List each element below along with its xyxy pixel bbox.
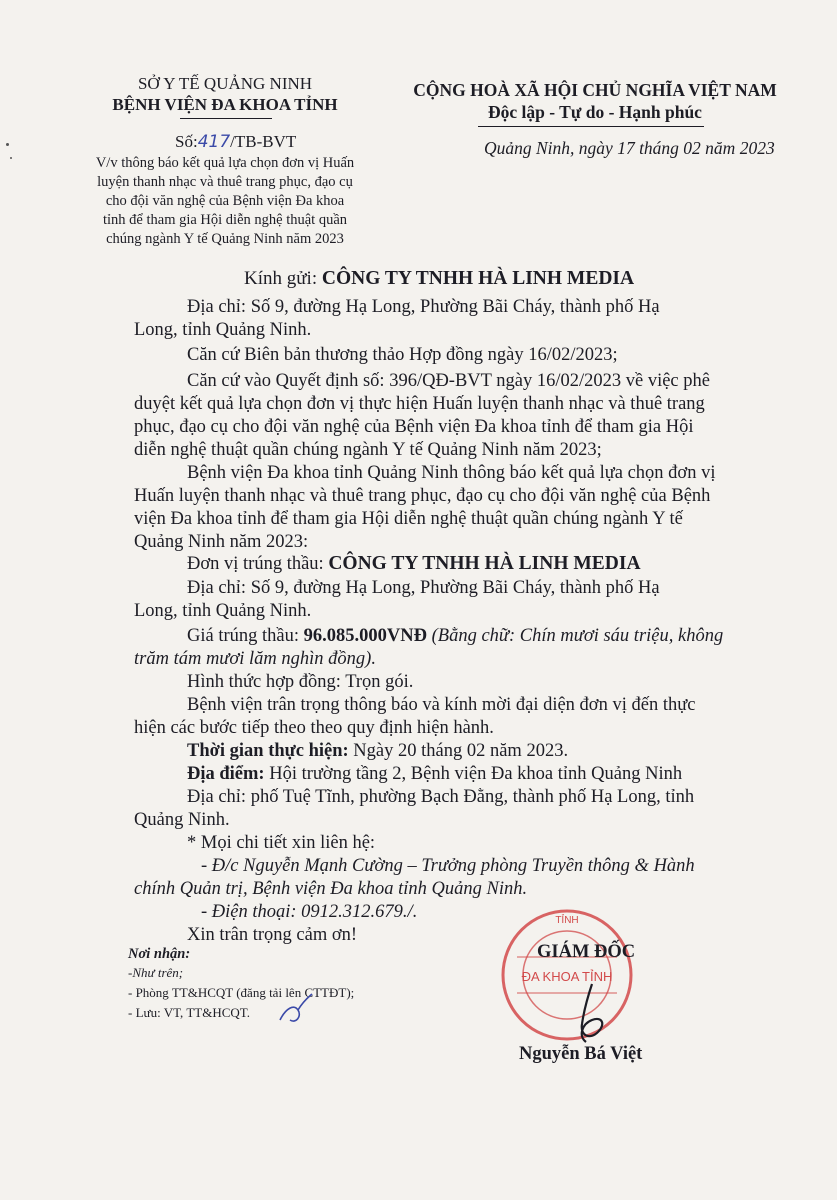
subject-line: chúng ngành Y tế Quảng Ninh năm 2023 [106,231,344,247]
stamp-top-text: TỈNH [555,915,579,926]
signer-name: Nguyễn Bá Việt [519,1044,643,1064]
recipient-name: CÔNG TY TNHH HÀ LINH MEDIA [321,268,635,289]
place-line [187,764,682,785]
address-line: Địa chỉ: phố Tuệ Tĩnh, phường Bạch Đằng, thành phố Hạ Long, tỉnh [187,787,695,807]
price-label: Giá trúng thầu: [187,626,300,646]
signature-title: GIÁM ĐỐC [537,942,636,962]
distribution-item: - Phòng TT&HCQT (đăng tải lên CTTĐT); [128,985,355,1000]
place-value: Hội trường tầng 2, Bệnh viện Đa khoa tỉnh Quảng Ninh [269,764,683,784]
country-name: CỘNG HOÀ XÃ HỘI CHỦ NGHĨA VIỆT NAM [413,80,777,100]
distribution-item: - Lưu: VT, TT&HCQT. [128,1005,250,1020]
basis-line: phục, đạo cụ cho đội văn nghệ của Bệnh viện Đa khoa tỉnh để tham gia Hội [134,417,694,437]
hospital-name: BỆNH VIỆN ĐA KHOA TỈNH [112,95,338,114]
agency-name: SỞ Y TẾ QUẢNG NINH [137,74,313,93]
basis-line: diễn nghệ thuật quần chúng ngành Y tế Quảng Ninh năm 2023; [134,440,602,460]
signature-mark [562,980,632,1050]
number-prefix: Số: [175,132,198,151]
number-suffix: /TB-BVT [230,132,297,151]
price-words: (Bằng chữ: Chín mươi sáu triệu, không [431,626,724,646]
distribution-item: -Như trên; [128,965,184,980]
contract-form: Hình thức hợp đồng: Trọn gói. [187,672,414,692]
distribution-title: Nơi nhận: [128,946,191,962]
header-left-rule [180,118,272,119]
time-value: Ngày 20 tháng 02 năm 2023. [353,741,569,761]
scan-dot [10,157,12,159]
place-label: Địa điểm: [187,764,265,784]
winner-name: CÔNG TY TNHH HÀ LINH MEDIA [328,553,641,574]
subject-line: cho đội văn nghệ của Bệnh viện Đa khoa [105,193,345,209]
subject-line: V/v thông báo kết quả lựa chọn đơn vị Huấn [95,155,355,171]
winner-label: Đơn vị trúng thầu: [187,554,324,574]
address-line: Long, tỉnh Quảng Ninh. [134,601,312,621]
price-line [187,626,723,647]
address-line: Long, tỉnh Quảng Ninh. [134,320,312,340]
invite-line: Bệnh viện trân trọng thông báo và kính mời đại diện đơn vị đến thực [187,695,696,715]
handwritten-initial [276,990,316,1030]
place-date: Quảng Ninh, ngày 17 tháng 02 năm 2023 [484,138,775,158]
document-number [175,132,296,152]
thanks: Xin trân trọng cảm ơn! [187,925,358,945]
contact-intro: * Mọi chi tiết xin liên hệ: [187,833,376,853]
invite-line: hiện các bước tiếp theo theo quy định hiện hành. [134,718,494,738]
contact-phone: - Điện thoại: 0912.312.679./. [201,902,418,922]
address-line: Quảng Ninh. [134,810,230,830]
price-value: 96.085.000VNĐ [303,626,427,646]
announce-line: Huấn luyện thanh nhạc và thuê trang phục, đạo cụ cho đội văn nghệ của Bệnh [134,486,711,506]
subject-block [95,154,355,249]
number-handwritten: 417 [197,132,231,152]
winner-line [187,553,641,575]
basis-line: duyệt kết quả lựa chọn đơn vị thực hiện Huấn luyện thanh nhạc và thuê trang [134,394,705,414]
contact-person: chính Quản trị, Bệnh viện Đa khoa tỉnh Quảng Ninh. [134,879,528,899]
subject-line: luyện thanh nhạc và thuê trang phục, đạo cụ [97,174,353,190]
scan-dot [6,143,9,146]
time-line [187,741,568,762]
price-words-cont: trăm tám mươi lăm nghìn đồng). [134,649,376,669]
basis-line: Căn cứ Biên bản thương thảo Hợp đồng ngày 16/02/2023; [187,345,618,365]
announce-line: Quảng Ninh năm 2023: [134,532,309,552]
announce-line: viện Đa khoa tỉnh để tham gia Hội diễn nghệ thuật quần chúng ngành Y tế [134,509,683,529]
subject-line: tỉnh để tham gia Hội diễn nghệ thuật quần [102,212,348,228]
recipient-line [244,268,634,290]
recipient-label: Kính gửi: [244,268,318,289]
address-line: Địa chỉ: Số 9, đường Hạ Long, Phường Bãi Cháy, thành phố Hạ [187,297,660,317]
address-line: Địa chỉ: Số 9, đường Hạ Long, Phường Bãi Cháy, thành phố Hạ [187,578,660,598]
motto: Độc lập - Tự do - Hạnh phúc [488,102,702,122]
header-right-rule [478,126,704,127]
announce-line: Bệnh viện Đa khoa tỉnh Quảng Ninh thông báo kết quả lựa chọn đơn vị [187,463,716,483]
basis-line: Căn cứ vào Quyết định số: 396/QĐ-BVT ngày 16/02/2023 về việc phê [187,371,710,391]
contact-person: - Đ/c Nguyễn Mạnh Cường – Trưởng phòng Truyền thông & Hành [201,856,695,876]
time-label: Thời gian thực hiện: [187,741,349,761]
stamp-middle-text: ĐA KHOA TỈNH [521,969,613,984]
